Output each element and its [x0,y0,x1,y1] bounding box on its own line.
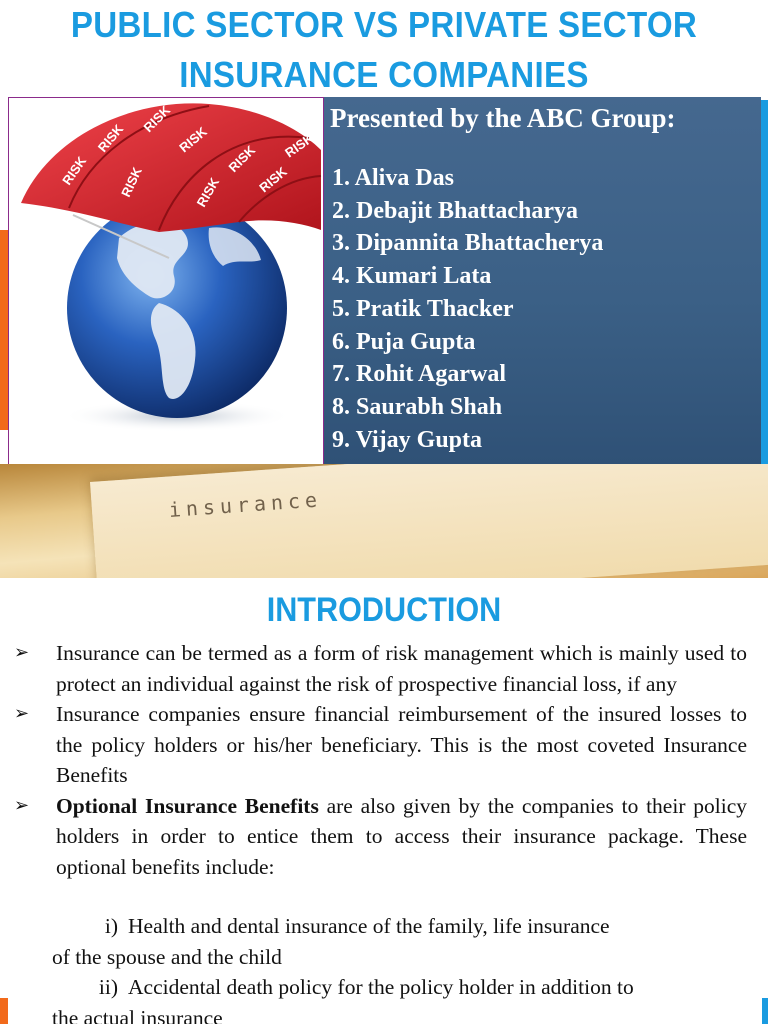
banner-insurance-word: insurance [168,487,323,522]
insurance-document-banner [0,464,768,578]
umbrella-risk-text: RISK [225,142,259,176]
member-item: 9. Vijay Gupta [332,426,483,453]
member-item: 5. Pratik Thacker [332,295,514,322]
member-item: 2. Debajit Bhattacharya [332,197,578,224]
slide-title-line-2: INSURANCE COMPANIES [179,54,589,95]
bullet-item [12,699,747,791]
umbrella-risk-text: RISK [94,121,127,155]
sub-item-marker: ii) [98,975,118,999]
sub-item-text: Accidental death policy for the policy holder in addition to [128,975,634,999]
presented-by-heading: Presented by the ABC Group: [330,103,676,133]
introduction-bullets [12,638,747,882]
benefit-sub-item [52,911,752,972]
umbrella-risk-text: RISK [256,163,290,196]
slide-title [31,0,738,100]
member-item: 6. Puja Gupta [332,328,476,355]
member-item: 3. Dipannita Bhattacherya [332,230,604,257]
sub-item-continuation: of the spouse and the child [52,944,282,969]
arrow-bullet-icon: ➢ [14,703,30,724]
arrow-bullet-icon: ➢ [14,642,30,663]
umbrella-risk-text: RISK [59,153,90,188]
bullet-text: are also given by the companies to their policy holders in order to entice them to access their insurance package. These optional benefits include: [56,793,747,879]
member-item: 4. Kumari Lata [332,263,492,290]
banner-paper-sheet [90,464,768,578]
umbrella-risk-text: RISK [193,175,223,210]
bullet-text: Insurance companies ensure financial reimbursement of the insured losses to the policy holders or his/her beneficiary. This is the most coveted Insurance Benefits [56,702,747,787]
sub-item-continuation: the actual insurance [52,1005,223,1024]
umbrella-globe-image [8,97,324,466]
bullet-item [12,638,747,699]
member-item: 7. Rohit Agarwal [332,361,506,388]
introduction-title: INTRODUCTION [266,591,502,629]
sub-item-text: Health and dental insurance of the family, life insurance [128,914,610,938]
umbrella-risk-text: RISK [282,130,317,161]
slide-title-line-1: PUBLIC SECTOR VS PRIVATE SECTOR [70,4,698,45]
benefit-sub-item [52,972,752,1024]
umbrella-risk-text: RISK [118,164,145,200]
introduction-slide [0,578,768,1024]
bullet-item [12,791,747,883]
bullet-text: Insurance can be termed as a form of risk management which is mainly used to protect an individual against the risk of prospective financial loss, if any [56,641,747,696]
sub-item-marker: i) [104,914,118,938]
member-item: 1. Aliva Das [332,165,455,191]
left-accent-bar [0,998,8,1024]
arrow-bullet-icon: ➢ [14,794,30,816]
right-accent-bar [762,998,768,1024]
right-accent-bar [760,100,768,464]
group-members-panel [324,97,761,464]
umbrella-globe-illustration [9,98,323,465]
umbrella-risk-text: RISK [176,123,210,156]
member-item: 8. Saurabh Shah [332,393,503,420]
umbrella-risk-text: RISK [140,102,174,136]
member-list [332,162,603,456]
bullet-bold-text: Optional Insurance Benefits [56,793,319,818]
